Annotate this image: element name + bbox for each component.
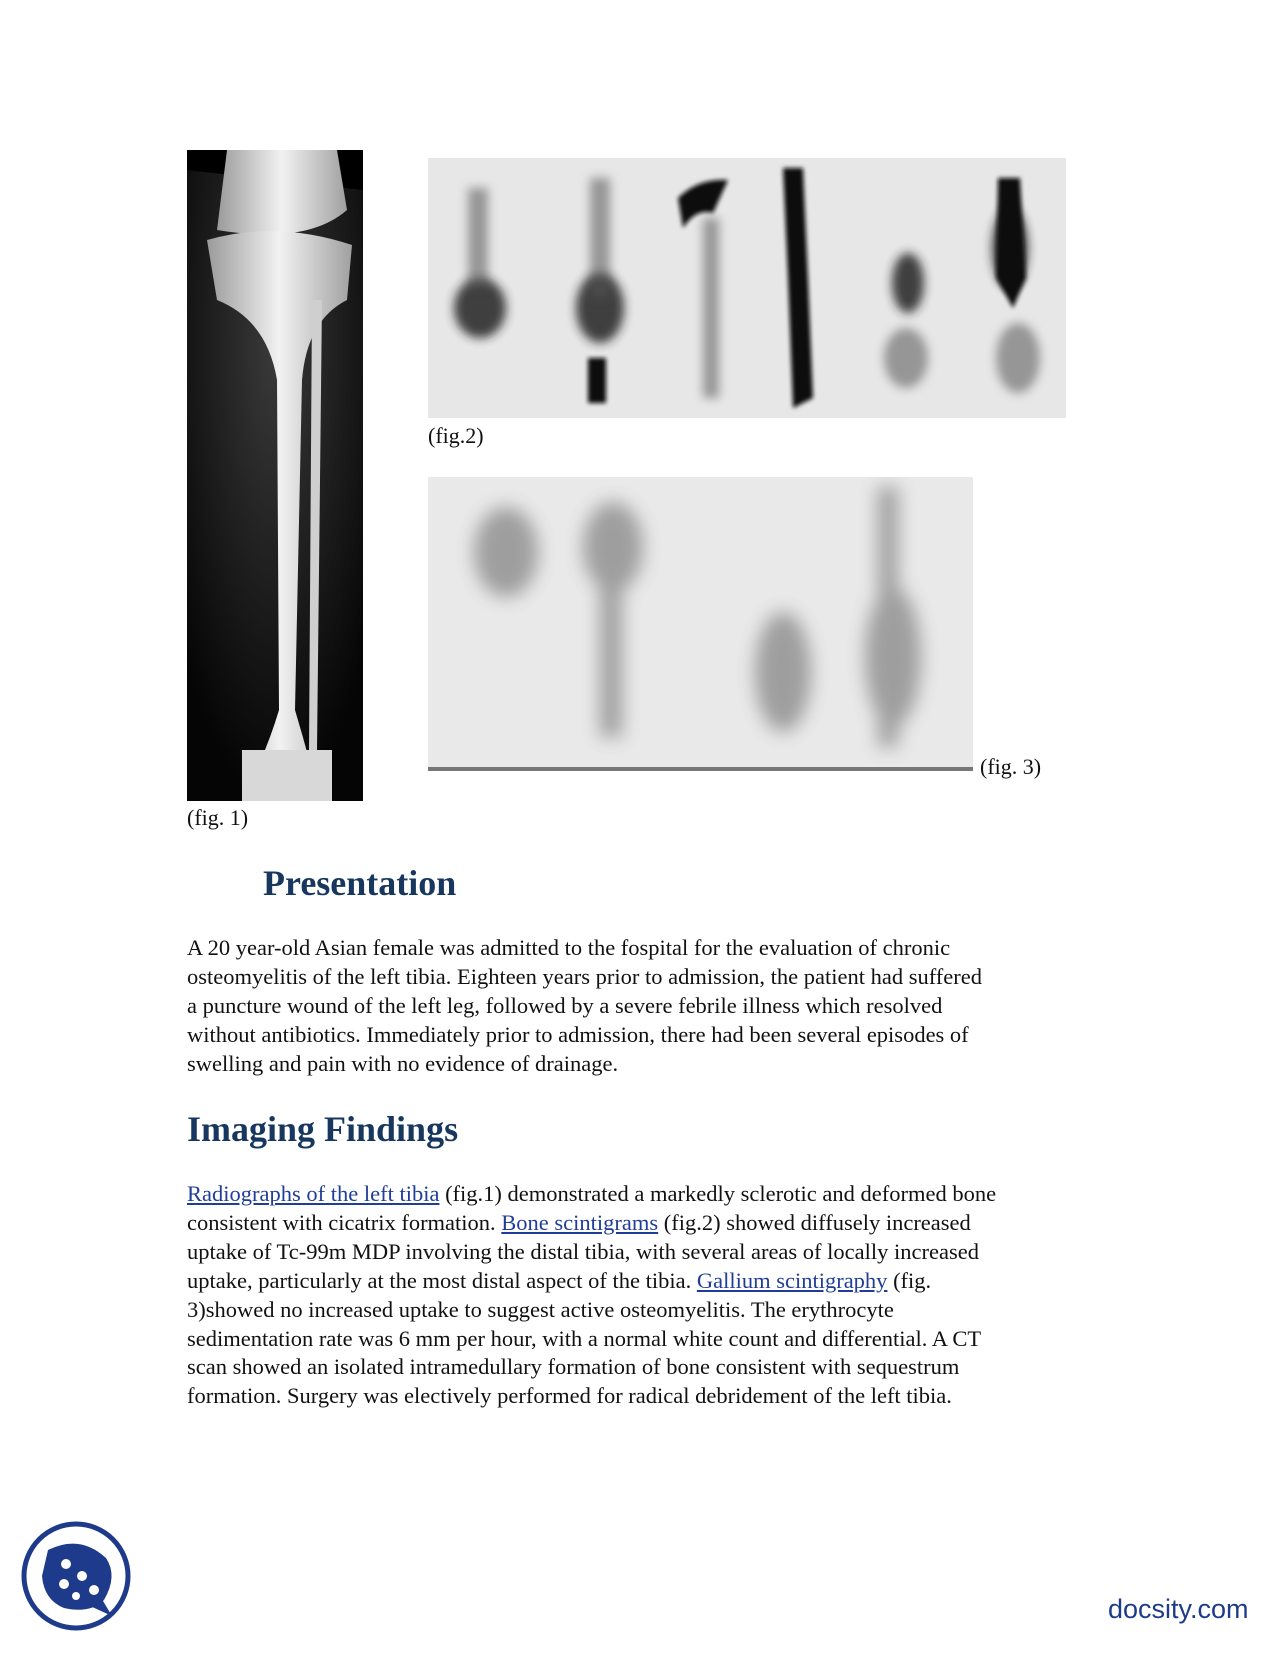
imaging-line: [187, 1180, 1102, 1209]
figure-3-gallium-scintigram: [428, 477, 973, 771]
figure-2-bone-scintigram: [428, 158, 1066, 418]
imaging-line: 3)showed no increased uptake to suggest active osteomyelitis. The erythrocyte: [187, 1296, 894, 1322]
imaging-line: formation. Surgery was electively performed for radical debridement of the left tibia.: [187, 1383, 952, 1409]
radiographs-link[interactable]: Radiographs of the left tibia: [187, 1181, 440, 1206]
figure-1-radiograph: [187, 150, 363, 801]
presentation-line: without antibiotics. Immediately prior to admission, there had been several episodes of: [187, 1021, 969, 1047]
gallium-scintigraphy-link[interactable]: Gallium scintigraphy: [696, 1267, 888, 1293]
imaging-findings-paragraph: [187, 1180, 1102, 1411]
radiograph-image: [187, 150, 363, 801]
imaging-text: uptake, particularly at the most distal aspect of the tibia.: [187, 1267, 697, 1293]
imaging-text: (fig.: [887, 1267, 932, 1293]
bone-scintigram-image: [428, 158, 1066, 418]
imaging-text: consistent with cicatrix formation.: [187, 1209, 502, 1235]
imaging-text: (fig.2) showed diffusely increased: [658, 1209, 971, 1235]
presentation-line: a puncture wound of the left leg, followed by a severe febrile illness which resolved: [187, 992, 943, 1018]
bone-scintigrams-link[interactable]: Bone scintigrams: [501, 1209, 659, 1235]
figure-1-caption: (fig. 1): [187, 805, 249, 830]
presentation-line: osteomyelitis of the left tibia. Eighteen years prior to admission, the patient had suffered: [187, 963, 983, 989]
figure-2-caption: (fig.2): [428, 423, 484, 448]
docsity-logo-icon: [20, 1520, 132, 1632]
imaging-text: (fig.1) demonstrated a markedly sclerotic and deformed bone: [439, 1181, 997, 1206]
imaging-line: [187, 1209, 1102, 1238]
imaging-line: sedimentation rate was 6 mm per hour, with a normal white count and differential. A CT: [187, 1325, 982, 1351]
presentation-paragraph: [187, 934, 1102, 1079]
figure-3-caption: (fig. 3): [980, 754, 1042, 779]
presentation-line: A 20 year-old Asian female was admitted to the fospital for the evaluation of chronic: [187, 935, 951, 960]
imaging-line: scan showed an isolated intramedullary formation of bone consistent with sequestrum: [187, 1354, 960, 1380]
imaging-findings-heading: Imaging Findings: [187, 1109, 459, 1149]
imaging-line: [187, 1267, 1102, 1296]
imaging-line: uptake of Tc-99m MDP involving the distal tibia, with several areas of locally increased: [187, 1238, 979, 1264]
gallium-scintigram-image: [428, 477, 973, 771]
presentation-line: swelling and pain with no evidence of drainage.: [187, 1050, 619, 1076]
docsity-brand[interactable]: docsity.com: [1108, 1594, 1249, 1624]
presentation-heading: Presentation: [263, 863, 457, 903]
